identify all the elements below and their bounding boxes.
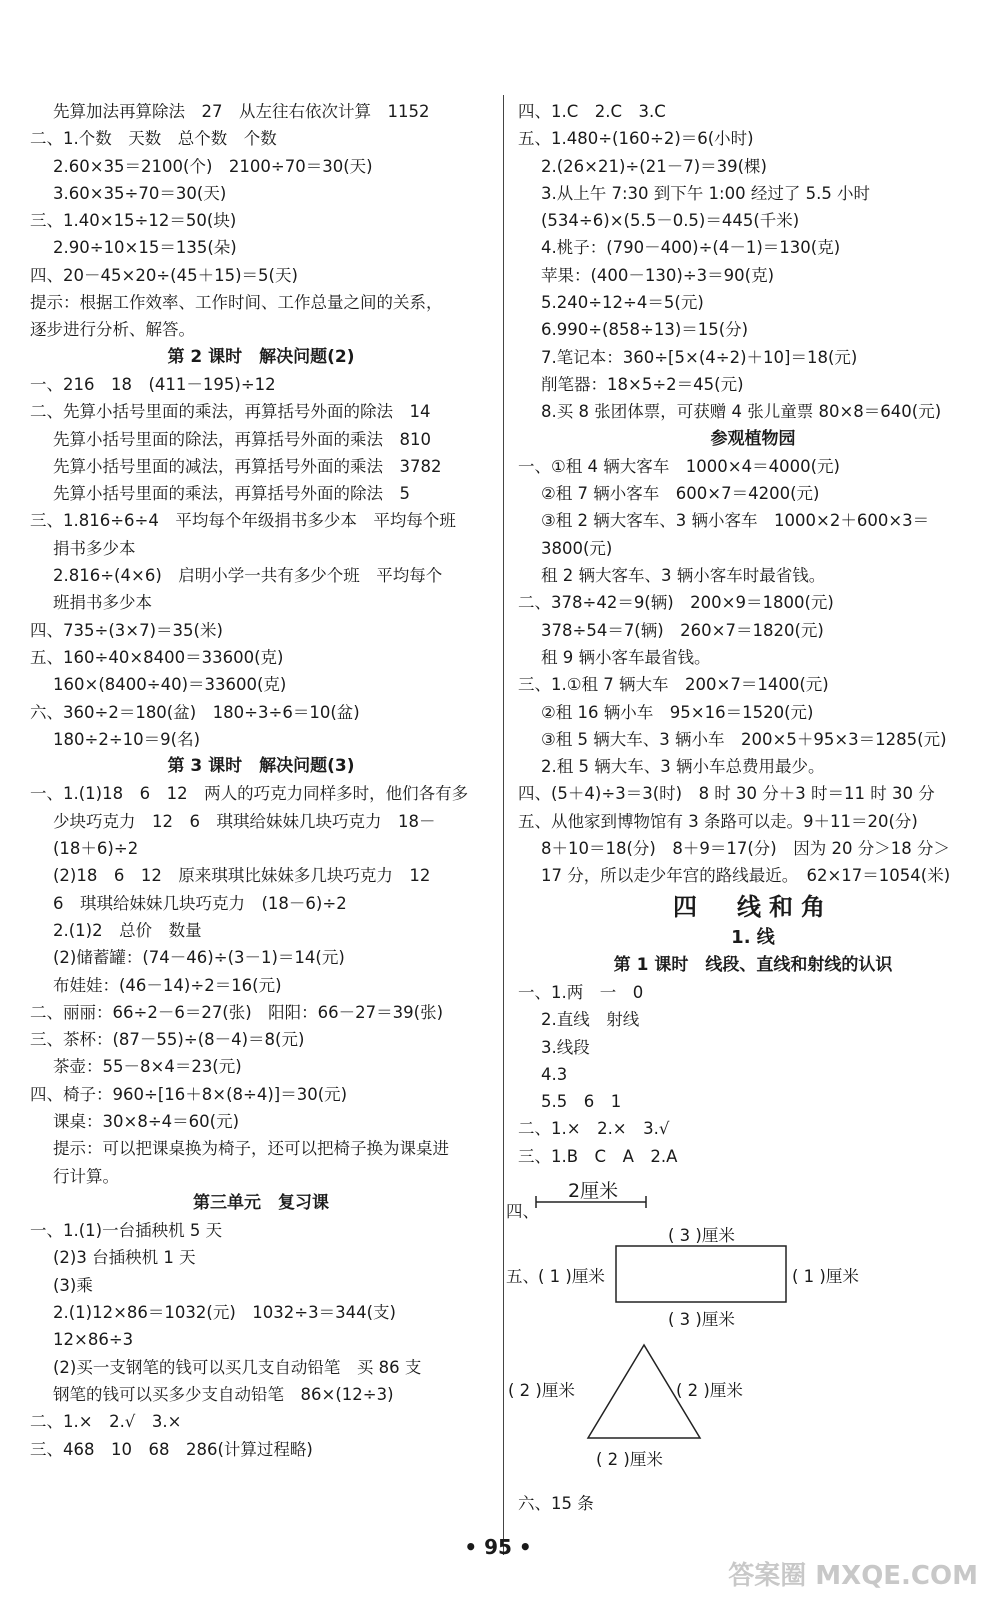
answer-line: 17 分，所以走少年宫的路线最近。 62×17＝1054(米) [541, 866, 951, 886]
answer-line: 五、1.480÷(160÷2)＝6(小时) [518, 129, 754, 149]
unit-title: 四 线和角 [673, 892, 833, 921]
answer-line: 4.桃子：(790－400)÷(4－1)＝130(克) [541, 238, 841, 258]
answer-line: (534÷6)×(5.5－0.5)＝445(千米) [541, 211, 800, 231]
triangle-right-label: ( 2 )厘米 [676, 1380, 743, 1400]
answer-line: 三、1.B C A 2.A [518, 1146, 678, 1166]
triangle-left-label: ( 2 )厘米 [508, 1380, 575, 1400]
left-column [30, 98, 492, 1463]
answer-line: 五、从他家到博物馆有 3 条路可以走。9＋11＝20(分) [518, 811, 918, 831]
section-heading: 参观植物园 [710, 428, 796, 449]
rect-top-label: ( 3 )厘米 [668, 1225, 735, 1245]
answer-line: 2.90÷10×15＝135(朵) [53, 238, 237, 258]
answer-line: 租 2 辆大客车、3 辆小客车时最省钱。 [541, 566, 826, 586]
right-column [506, 98, 988, 1517]
answer-line: ②租 16 辆小车 95×16＝1520(元) [541, 702, 814, 722]
answer-line: (18＋6)÷2 [53, 839, 139, 859]
answer-line: 四、1.C 2.C 3.C [518, 102, 666, 121]
answer-line: (2)买一支钢笔的钱可以买几支自动铅笔 买 86 支 [53, 1357, 422, 1377]
lesson-answers [518, 979, 988, 1170]
answer-line: 茶壶：55－8×4＝23(元) [53, 1057, 242, 1077]
answer-line: 先算小括号里面的减法，再算括号外面的乘法 3782 [53, 456, 442, 476]
answer-line: ③租 5 辆大车、3 辆小车 200×5＋95×3＝1285(元) [541, 729, 947, 749]
site-watermark: 答案圈 MXQE.COM [728, 1561, 978, 1591]
answer-line: ②租 7 辆小客车 600×7＝4200(元) [541, 484, 820, 504]
answer-line: 三、468 10 68 286(计算过程略) [30, 1439, 313, 1459]
answer-line: 课桌：30×8÷4＝60(元) [53, 1111, 240, 1131]
answer-line: 提示：可以把课桌换为椅子，还可以把椅子换为课桌进 [53, 1139, 449, 1159]
answer-line: 二、丽丽：66÷2－6＝27(张) 阳阳：66－27＝39(张) [30, 1002, 444, 1022]
answer-line: 一、1.(1)18 6 12 两人的巧克力同样多时，他们各有多 [30, 784, 469, 804]
triangle-bottom-label: ( 2 )厘米 [596, 1449, 663, 1469]
answer-line: 6 琪琪给妹妹几块巧克力 (18－6)÷2 [53, 893, 347, 913]
geometry-figures [506, 1170, 988, 1490]
answer-line: 2.60×35＝2100(个) 2100÷70＝30(天) [53, 156, 373, 176]
answer-line: (2)储蓄罐：(74－46)÷(3－1)＝14(元) [53, 948, 345, 968]
answer-line: 3.从上午 7:30 到下午 1:00 经过了 5.5 小时 [541, 183, 871, 203]
section-heading: 第 2 课时 解决问题(2) [167, 346, 355, 367]
lesson-title: 第 1 课时 线段、直线和射线的认识 [613, 954, 893, 975]
section-heading: 第 3 课时 解决问题(3) [167, 756, 355, 777]
answer-line: 三、1.40×15÷12＝50(块) [30, 211, 237, 231]
answer-line: 二、1.× 2.√ 3.× [30, 1412, 182, 1432]
rect-left-label: ( 1 )厘米 [538, 1266, 605, 1286]
rectangle [616, 1246, 786, 1302]
answer-line: 三、茶杯：(87－55)÷(8－4)＝8(元) [30, 1030, 305, 1050]
answer-line: 提示：根据工作效率、工作时间、工作总量之间的关系， [30, 293, 443, 313]
rect-right-label: ( 1 )厘米 [792, 1266, 859, 1286]
answer-line: 逐步进行分析、解答。 [30, 320, 195, 340]
section-heading: 第三单元 复习课 [193, 1192, 329, 1213]
answer-line: 180÷2÷10＝9(名) [53, 729, 201, 749]
answer-line: 先算加法再算除法 27 从左往右依次计算 1152 [53, 102, 430, 121]
q5-prefix: 五、 [506, 1266, 539, 1286]
answer-line: 先算小括号里面的乘法，再算括号外面的除法 5 [53, 484, 410, 504]
answer-line: 12×86÷3 [53, 1330, 134, 1350]
answer-line: 7.笔记本：360÷[5×(4÷2)＋10]＝18(元) [541, 347, 858, 367]
answer-line: 行计算。 [53, 1166, 119, 1186]
answer-line: 四、椅子：960÷[16＋8×(8÷4)]＝30(元) [30, 1084, 348, 1104]
rect-bottom-label: ( 3 )厘米 [668, 1309, 735, 1329]
answer-line: 378÷54＝7(辆) 260×7＝1820(元) [541, 620, 824, 640]
answer-line: 租 9 辆小客车最省钱。 [541, 647, 711, 667]
answer-line: 三、1.①租 7 辆大车 200×7＝1400(元) [518, 675, 829, 695]
answer-line: 五、160÷40×8400＝33600(克) [30, 647, 284, 667]
answer-line: 3.60×35÷70＝30(天) [53, 183, 227, 203]
answer-line: 四、20－45×20÷(45＋15)＝5(天) [30, 265, 298, 285]
column-divider [503, 95, 504, 1555]
q4-prefix: 四、 [506, 1201, 539, 1221]
segment-length-label: 2厘米 [568, 1179, 619, 1202]
answer-line: 削笔器：18×5÷2＝45(元) [541, 374, 744, 394]
answer-line: 二、378÷42＝9(辆) 200×9＝1800(元) [518, 593, 834, 613]
answer-line: (2)18 6 12 原来琪琪比妹妹多几块巧克力 12 [53, 866, 431, 886]
answer-line: 一、216 18 (411－195)÷12 [30, 374, 276, 394]
right-answers [518, 98, 988, 890]
answer-line: 六、360÷2＝180(盆) 180÷3÷6＝10(盆) [30, 702, 360, 722]
answer-line: 一、1.两 一 0 [518, 982, 644, 1002]
answer-line: 一、①租 4 辆大客车 1000×4＝4000(元) [518, 456, 840, 476]
answer-line: 四、735÷(3×7)＝35(米) [30, 620, 223, 640]
answer-line: 2.(1)2 总价 数量 [53, 920, 202, 940]
answer-line: 捐书多少本 [53, 538, 136, 558]
answer-line: 先算小括号里面的除法，再算括号外面的乘法 810 [53, 429, 431, 449]
answer-line: 2.(26×21)÷(21－7)＝39(棵) [541, 156, 767, 176]
q6-answer: 六、15 条 [518, 1493, 594, 1513]
answer-line: 四、(5＋4)÷3＝3(时) 8 时 30 分＋3 时＝11 时 30 分 [518, 784, 935, 804]
page-number: • 95 • [464, 1535, 532, 1559]
answer-line: 5.240÷12÷4＝5(元) [541, 293, 704, 313]
answer-line: 钢笔的钱可以买多少支自动铅笔 86×(12÷3) [53, 1384, 394, 1404]
answer-line: 少块巧克力 12 6 琪琪给妹妹几块巧克力 18－ [53, 811, 436, 831]
answer-line: 8＋10＝18(分) 8＋9＝17(分) 因为 20 分＞18 分＞ [541, 839, 950, 859]
answer-line: ③租 2 辆大客车、3 辆小客车 1000×2＋600×3＝ [541, 511, 930, 531]
answer-line: (2)3 台插秧机 1 天 [53, 1248, 196, 1268]
answer-line: 一、1.(1)一台插秧机 5 天 [30, 1221, 223, 1241]
answer-line: 布娃娃：(46－14)÷2＝16(元) [53, 975, 282, 995]
answer-line: 二、1.个数 天数 总个数 个数 [30, 129, 277, 149]
answer-line: 二、1.× 2.× 3.√ [518, 1119, 670, 1139]
answer-line: 2.816÷(4×6) 启明小学一共有多少个班 平均每个 [53, 566, 443, 586]
answer-line: 班捐书多少本 [53, 593, 152, 613]
answer-line: 4.3 [541, 1064, 568, 1084]
section-title: 1. 线 [731, 926, 775, 948]
answer-line: 苹果：(400－130)÷3＝90(克) [541, 265, 775, 285]
answer-line: 5.5 6 1 [541, 1092, 622, 1112]
answer-line: 3800(元) [541, 538, 613, 558]
answer-line: 6.990÷(858÷13)＝15(分) [541, 320, 749, 340]
figures-svg [518, 1170, 988, 1490]
answer-line: 2.直线 射线 [541, 1010, 640, 1030]
answer-line: (3)乘 [53, 1275, 93, 1295]
answer-line: 三、1.816÷6÷4 平均每个年级捐书多少本 平均每个班 [30, 511, 456, 531]
answer-line: 8.买 8 张团体票，可获赠 4 张儿童票 80×8＝640(元) [541, 402, 942, 422]
answer-line: 3.线段 [541, 1037, 590, 1057]
answer-line: 2.租 5 辆大车、3 辆小车总费用最少。 [541, 757, 825, 777]
answer-line: 2.(1)12×86＝1032(元) 1032÷3＝344(支) [53, 1303, 396, 1323]
answer-line: 160×(8400÷40)＝33600(克) [53, 675, 287, 695]
answer-line: 二、先算小括号里面的乘法，再算括号外面的除法 14 [30, 402, 431, 422]
